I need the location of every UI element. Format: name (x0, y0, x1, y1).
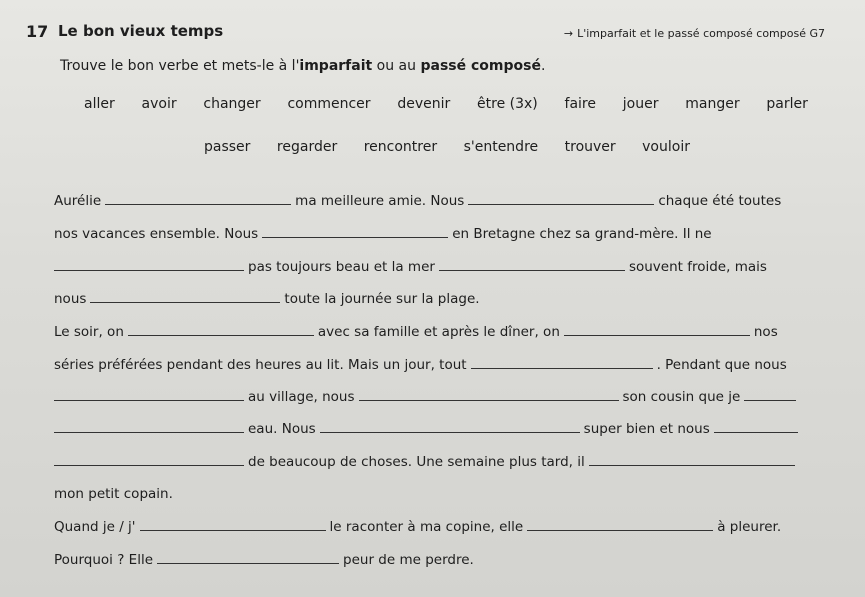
text-line (54, 356, 828, 373)
text-fragment: nous (54, 291, 87, 307)
text-fragment: Quand je / j' (54, 519, 136, 535)
text-fragment: avec sa famille et après le dîner, on (317, 324, 560, 340)
word-bank-item: passer (204, 139, 251, 155)
word-bank-item: manger (685, 96, 740, 112)
text-line (54, 225, 828, 242)
text-line (54, 453, 828, 470)
answer-blank[interactable] (471, 356, 653, 369)
text-fragment: au village, nous (248, 389, 355, 405)
text-line (54, 551, 828, 568)
text-fragment: toute la journée sur la plage. (284, 291, 480, 307)
text-fragment: séries préférées pendant des heures au lit. Mais un jour, tout (54, 357, 467, 373)
answer-blank[interactable] (439, 258, 625, 271)
word-bank-item: s'entendre (463, 139, 539, 155)
instruction (60, 58, 545, 74)
text-fragment: pas toujours beau et la mer (248, 259, 435, 275)
instruction-part: . (540, 58, 546, 74)
text-fragment: à pleurer. (717, 519, 782, 535)
text-fragment: peur de me perdre. (343, 552, 474, 568)
text-line (54, 323, 828, 340)
instruction-part: ou au (372, 58, 421, 74)
text-fragment: mon petit copain. (54, 486, 173, 502)
word-bank-item: faire (564, 96, 596, 112)
text-fragment: Le soir, on (54, 324, 124, 340)
answer-blank[interactable] (90, 290, 280, 303)
word-bank-row-1 (84, 96, 808, 112)
answer-blank[interactable] (157, 551, 339, 564)
answer-blank[interactable] (714, 420, 798, 433)
text-fragment: nos vacances ensemble. Nous (54, 226, 259, 242)
answer-blank[interactable] (527, 518, 713, 531)
word-bank-item: vouloir (642, 139, 690, 155)
answer-blank[interactable] (54, 258, 244, 271)
text-fragment: nos (753, 324, 778, 340)
text-fragment: le raconter à ma copine, elle (329, 519, 524, 535)
word-bank-item: parler (766, 96, 808, 112)
text-fragment: de beaucoup de choses. Une semaine plus tard, il (248, 454, 585, 470)
text-line (54, 486, 828, 502)
word-bank-item: trouver (564, 139, 616, 155)
text-fragment: eau. Nous (248, 421, 316, 437)
text-fragment: super bien et nous (583, 421, 710, 437)
answer-blank[interactable] (54, 420, 244, 433)
answer-blank[interactable] (589, 453, 795, 466)
word-bank-item: changer (203, 96, 261, 112)
answer-blank[interactable] (54, 453, 244, 466)
word-bank-item: avoir (141, 96, 177, 112)
answer-blank[interactable] (54, 388, 244, 401)
text-fragment: en Bretagne chez sa grand-mère. Il ne (452, 226, 712, 242)
text-fragment: chaque été toutes (658, 193, 782, 209)
arrow-right-icon: → (563, 27, 574, 40)
word-bank-item: devenir (397, 96, 451, 112)
word-bank-item: rencontrer (363, 139, 438, 155)
grammar-reference-text: L'imparfait et le passé composé composé G7 (577, 27, 825, 40)
text-line (54, 192, 828, 209)
word-bank-row-2 (204, 139, 690, 155)
answer-blank[interactable] (468, 192, 654, 205)
text-line (54, 290, 828, 307)
text-line (54, 258, 828, 275)
text-line (54, 420, 828, 437)
word-bank-item: être (3x) (477, 96, 538, 112)
answer-blank[interactable] (320, 420, 580, 433)
word-bank-item: commencer (287, 96, 371, 112)
exercise-title: Le bon vieux temps (58, 22, 224, 40)
text-fragment: son cousin que je (622, 389, 741, 405)
instruction-bold: imparfait (299, 58, 373, 74)
text-fragment: souvent froide, mais (628, 259, 767, 275)
word-bank-item: aller (84, 96, 115, 112)
instruction-bold: passé composé (420, 58, 541, 74)
answer-blank[interactable] (128, 323, 314, 336)
grammar-reference (564, 27, 825, 40)
text-fragment: . Pendant que nous (656, 357, 787, 373)
word-bank-item: regarder (276, 139, 338, 155)
text-line (54, 518, 828, 535)
answer-blank[interactable] (359, 388, 619, 401)
instruction-part: Trouve le bon verbe et mets-le à l' (60, 58, 300, 74)
exercise-number: 17 (26, 22, 49, 41)
answer-blank[interactable] (564, 323, 750, 336)
text-fragment: Aurélie (54, 193, 102, 209)
text-fragment: ma meilleure amie. Nous (295, 193, 465, 209)
answer-blank[interactable] (105, 192, 291, 205)
text-fragment: Pourquoi ? Elle (54, 552, 154, 568)
answer-blank[interactable] (744, 388, 796, 401)
answer-blank[interactable] (262, 225, 448, 238)
word-bank-item: jouer (622, 96, 659, 112)
text-line (54, 388, 828, 405)
answer-blank[interactable] (140, 518, 326, 531)
